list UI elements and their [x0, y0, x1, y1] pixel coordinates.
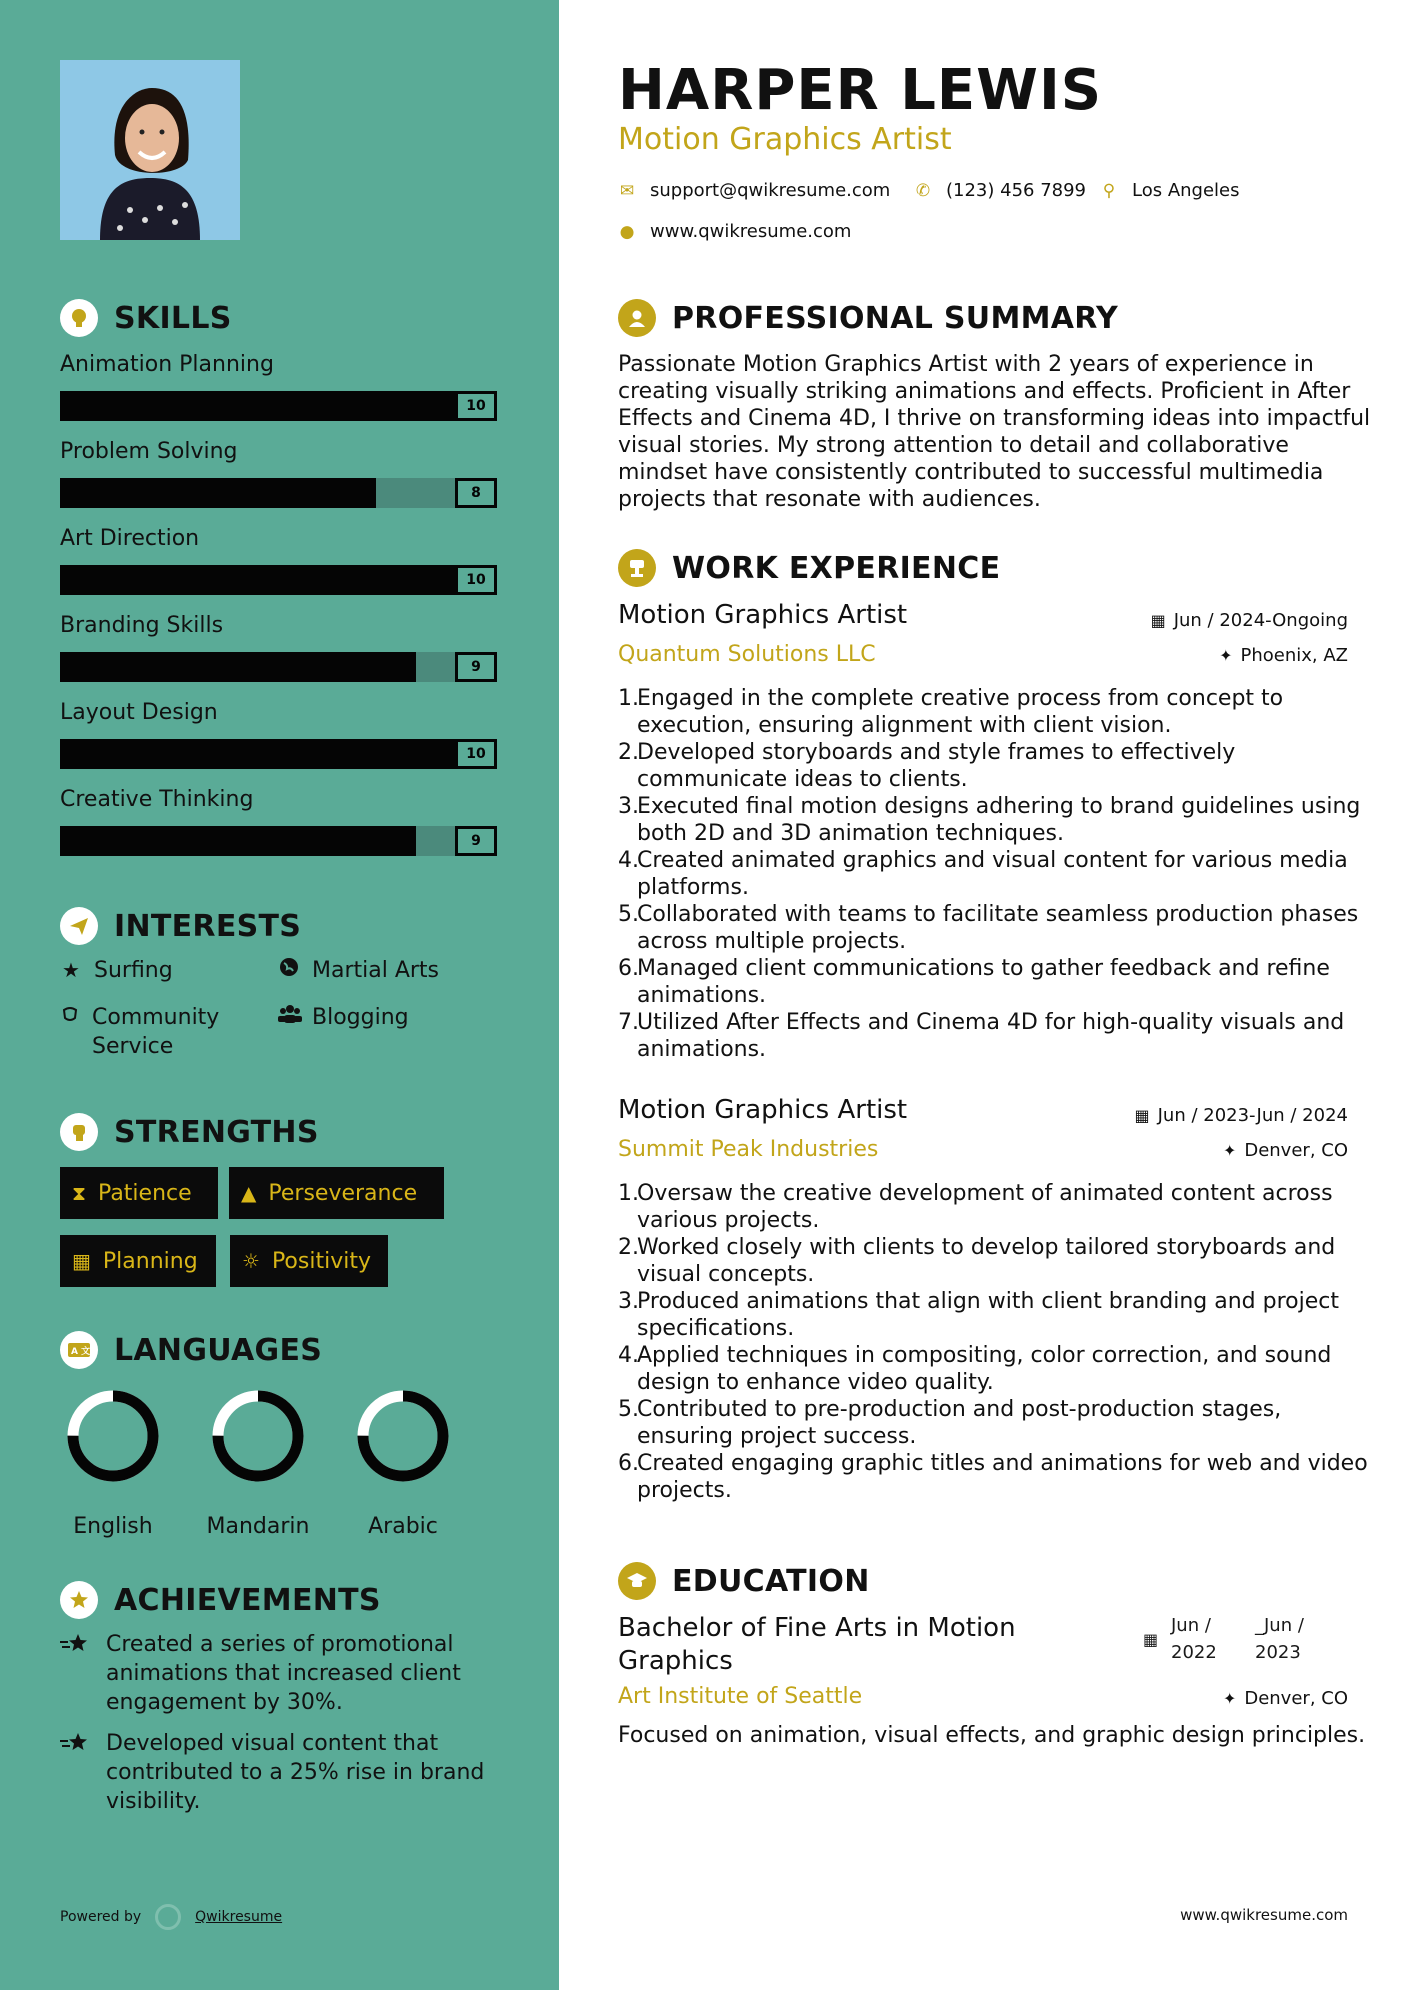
strength-tag	[60, 1167, 218, 1219]
language-ring	[65, 1388, 161, 1484]
skill-name: Art Direction	[60, 526, 200, 551]
duty-item: 1. Engaged in the complete creative process from concept to execution, ensuring alignment with client vision.	[618, 686, 1284, 738]
contact-location	[1100, 180, 1240, 201]
strength-tag	[60, 1235, 216, 1287]
achievement-item	[60, 1630, 500, 1717]
duty-item: 6. Created engaging graphic titles and animations for web and video projects.	[618, 1451, 1368, 1503]
phone-text: (123) 456 7899	[946, 180, 1087, 201]
edu-location-text: Denver, CO	[1244, 1688, 1348, 1709]
skill-name: Branding Skills	[60, 613, 224, 638]
users-icon	[278, 1003, 300, 1032]
graduation-icon	[618, 1562, 656, 1600]
portrait-image	[60, 60, 240, 240]
phone-icon: ✆	[915, 180, 931, 201]
road-icon: ▲	[241, 1181, 257, 1205]
language-label: Arabic	[368, 1514, 438, 1539]
degree-line: Bachelor of Fine Arts in Motion	[618, 1613, 1016, 1643]
interest-item	[60, 1003, 260, 1061]
strength-label: Patience	[98, 1180, 192, 1206]
contact-phone[interactable]	[914, 180, 1086, 201]
skill-level-badge: 10	[455, 739, 497, 769]
duty-item: 2. Developed storyboards and style frames to effectively communicate ideas to clients.	[618, 740, 1236, 792]
pushpin-icon: ✦	[1222, 1141, 1237, 1160]
edu-location	[1223, 1688, 1348, 1709]
skill-fill	[60, 652, 416, 682]
shooting-star-icon	[60, 1630, 92, 1717]
education-title: EDUCATION	[672, 1563, 870, 1599]
strength-label: Positivity	[271, 1248, 371, 1274]
education-heading	[618, 1562, 870, 1600]
skill-level-badge: 8	[455, 478, 497, 508]
skill-name: Creative Thinking	[60, 787, 254, 812]
job-dates-text: Jun / 2023-Jun / 2024	[1157, 1105, 1348, 1126]
svg-text:A 文: A 文	[71, 1347, 91, 1357]
job-dates	[1134, 1105, 1348, 1126]
summary-text: Passionate Motion Graphics Artist with 2 years of experience in creating visually striking animations and effects. Proficient in After Effects and Cinema 4D, I thrive on transforming ideas into impactful visual stories. My strong attention to detail and collaborative mindset have consistently contributed to successful multimedia projects that resonate with audiences.	[618, 352, 1371, 512]
languages-title: LANGUAGES	[114, 1332, 323, 1368]
duty-item: 7. Utilized After Effects and Cinema 4D for high-quality visuals and animations.	[618, 1010, 1345, 1062]
lightbulb-icon	[60, 299, 98, 337]
skill-fill	[60, 826, 416, 856]
job-location	[1223, 1140, 1348, 1161]
candidate-role: Motion Graphics Artist	[618, 122, 952, 157]
summary-heading	[618, 299, 1118, 337]
footer-url[interactable]: www.qwikresume.com	[1180, 1906, 1348, 1924]
main-content	[559, 0, 1407, 1990]
interests-heading	[60, 907, 301, 945]
job-dates	[1151, 610, 1348, 631]
duty-item: 3. Executed final motion designs adhering to brand guidelines using both 2D and 3D animation techniques.	[618, 794, 1361, 846]
language-item	[343, 1388, 463, 1539]
language-label: Mandarin	[206, 1514, 310, 1539]
interest-item	[60, 956, 173, 985]
duty-item: 4. Applied techniques in compositing, color correction, and sound design to enhance video quality.	[618, 1343, 1332, 1395]
achievements-heading	[60, 1581, 381, 1619]
degree-line: Graphics	[618, 1646, 733, 1676]
achievement-item	[60, 1729, 500, 1816]
experience-heading	[618, 549, 1000, 587]
email-text: support@qwikresume.com	[650, 180, 891, 201]
calendar-icon: ▦	[1134, 1106, 1150, 1125]
trophy-star-icon	[60, 1581, 98, 1619]
user-icon	[618, 299, 656, 337]
powered-by	[60, 1904, 282, 1930]
job-duties	[618, 1180, 1378, 1504]
job-title: Motion Graphics Artist	[618, 600, 908, 630]
summary-title: PROFESSIONAL SUMMARY	[672, 300, 1119, 336]
interest-label: Surfing	[94, 958, 173, 983]
skill-fill	[60, 565, 455, 595]
experience-title: WORK EXPERIENCE	[672, 550, 1001, 586]
hourglass-icon: ⧗	[72, 1181, 87, 1205]
language-item	[198, 1388, 318, 1539]
skill-fill	[60, 739, 455, 769]
achievements-title: ACHIEVEMENTS	[114, 1582, 381, 1618]
edu-start-date: Jun / 2022	[1171, 1615, 1217, 1663]
skill-fill	[60, 391, 455, 421]
skill-level-badge: 10	[455, 391, 497, 421]
shooting-star-icon	[60, 1729, 92, 1816]
achievement-text: Developed visual content that contributed to a 25% rise in brand visibility.	[106, 1731, 485, 1814]
candidate-name: HARPER LEWIS	[618, 58, 1103, 123]
job-location-text: Denver, CO	[1244, 1140, 1348, 1161]
skill-bar	[60, 478, 497, 508]
skill-bar	[60, 652, 497, 682]
contact-email[interactable]	[618, 180, 890, 201]
edu-end-date: _Jun / 2023	[1255, 1615, 1304, 1663]
strength-label: Planning	[102, 1248, 198, 1274]
duty-item: 3. Produced animations that align with client branding and project specifications.	[618, 1289, 1339, 1341]
pushpin-icon: ✦	[1222, 1689, 1237, 1708]
interest-label: Blogging	[312, 1005, 409, 1030]
skill-bar	[60, 391, 497, 421]
profile-photo	[60, 60, 240, 240]
languages-heading	[60, 1331, 322, 1369]
powered-by-label: Powered by	[60, 1909, 142, 1925]
hand-icon	[60, 1003, 80, 1032]
skills-heading	[60, 299, 232, 337]
globe-icon: ●	[619, 221, 635, 242]
sun-icon: ☼	[242, 1249, 260, 1273]
skill-bar	[60, 739, 497, 769]
job-company: Summit Peak Industries	[618, 1137, 879, 1162]
interests-title: INTERESTS	[114, 908, 302, 944]
qwikresume-logo-icon	[155, 1904, 181, 1930]
interest-item	[278, 956, 439, 985]
strength-label: Perseverance	[268, 1180, 418, 1206]
skill-fill	[60, 478, 376, 508]
star-icon: ★	[62, 958, 80, 982]
paper-plane-icon	[60, 907, 98, 945]
globe-icon	[278, 956, 300, 985]
podium-icon	[618, 549, 656, 587]
skill-bar	[60, 565, 497, 595]
language-label: English	[73, 1514, 153, 1539]
skill-name: Layout Design	[60, 700, 218, 725]
achievement-text: Created a series of promotional animations that increased client engagement by 30%.	[106, 1632, 461, 1715]
interest-label: Community Service	[92, 1005, 220, 1059]
website-text: www.qwikresume.com	[650, 221, 852, 242]
job-title: Motion Graphics Artist	[618, 1095, 908, 1125]
sidebar	[0, 0, 559, 1990]
language-ring	[210, 1388, 306, 1484]
skill-level-badge: 9	[455, 652, 497, 682]
skill-level-badge: 9	[455, 826, 497, 856]
degree-title	[618, 1612, 1016, 1678]
language-ring	[355, 1388, 451, 1484]
skill-name: Problem Solving	[60, 439, 238, 464]
strength-tag	[230, 1235, 388, 1287]
calendar-icon: ▦	[1143, 1630, 1159, 1649]
pushpin-icon: ✦	[1219, 646, 1233, 665]
duty-item: 1. Oversaw the creative development of animated content across various projects.	[618, 1181, 1333, 1233]
qwikresume-link[interactable]: Qwikresume	[195, 1909, 283, 1925]
skill-bar	[60, 826, 497, 856]
duty-item: 4. Created animated graphics and visual content for various media platforms.	[618, 848, 1348, 900]
fist-icon	[60, 1113, 98, 1151]
interest-item	[278, 1003, 409, 1032]
duty-item: 2. Worked closely with clients to develop tailored storyboards and visual concepts.	[618, 1235, 1336, 1287]
strength-tag	[229, 1167, 444, 1219]
job-company: Quantum Solutions LLC	[618, 642, 876, 667]
location-text: Los Angeles	[1132, 180, 1240, 201]
duty-item: 5. Contributed to pre-production and post-production stages, ensuring project success.	[618, 1397, 1282, 1449]
calendar-icon: ▦	[1150, 611, 1166, 630]
school-name: Art Institute of Seattle	[618, 1684, 863, 1709]
job-location-text: Phoenix, AZ	[1240, 645, 1348, 666]
calendar-icon: ▦	[72, 1249, 91, 1273]
interest-label: Martial Arts	[312, 958, 440, 983]
language-item	[53, 1388, 173, 1539]
skills-title: SKILLS	[114, 300, 232, 336]
language-icon	[60, 1331, 98, 1369]
map-pin-icon: ⚲	[1102, 180, 1116, 201]
strengths-title: STRENGTHS	[114, 1114, 319, 1150]
skill-name: Animation Planning	[60, 352, 274, 377]
strengths-heading	[60, 1113, 319, 1151]
job-location	[1219, 645, 1348, 666]
job-duties	[618, 685, 1378, 1063]
job-dates-text: Jun / 2024-Ongoing	[1173, 610, 1348, 631]
education-description: Focused on animation, visual effects, and graphic design principles.	[618, 1723, 1366, 1748]
duty-item: 6. Managed client communications to gather feedback and refine animations.	[618, 956, 1330, 1008]
contact-website[interactable]	[618, 221, 851, 242]
skill-level-badge: 10	[455, 565, 497, 595]
duty-item: 5. Collaborated with teams to facilitate seamless production phases across multiple projects.	[618, 902, 1359, 954]
envelope-icon: ✉	[619, 180, 635, 201]
